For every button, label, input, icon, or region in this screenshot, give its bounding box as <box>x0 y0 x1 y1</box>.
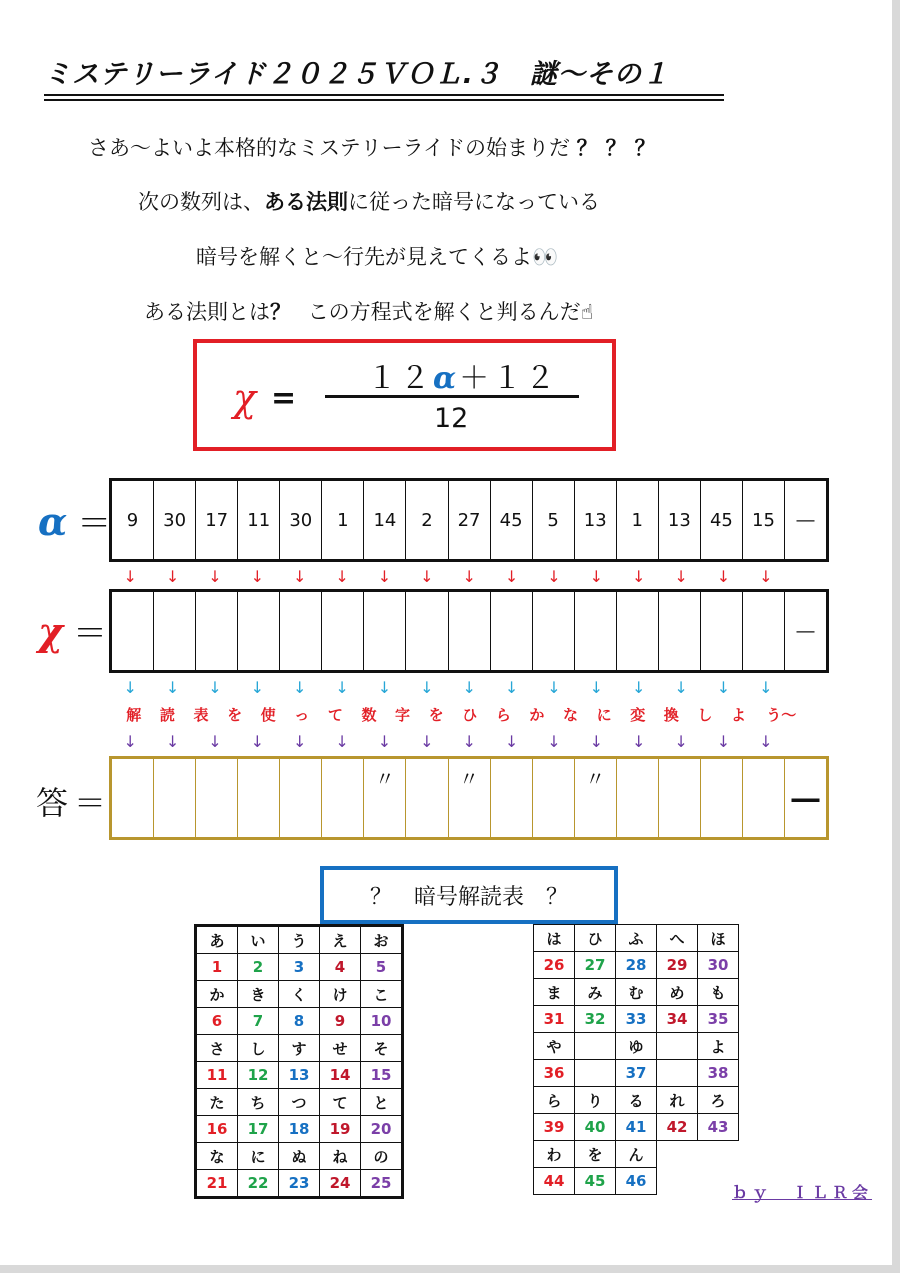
kana-cell: そ <box>361 1035 403 1062</box>
alpha-equals: ＝ <box>77 504 112 544</box>
kana-cell: く <box>279 981 320 1008</box>
number-cell: 46 <box>616 1168 657 1195</box>
answer-cell <box>280 759 322 837</box>
down-arrow-icon: ↓ <box>250 732 265 751</box>
answer-row-label <box>36 778 106 824</box>
intro-line-2-post: に従った暗号になっている <box>348 190 600 214</box>
number-cell: 17 <box>238 1116 279 1143</box>
number-cell: 25 <box>361 1170 403 1198</box>
kana-cell: は <box>534 925 575 952</box>
number-cell: 8 <box>279 1008 320 1035</box>
alpha-cell: 13 <box>575 481 617 559</box>
number-cell: 45 <box>575 1168 616 1195</box>
decode-char: か <box>529 706 545 724</box>
down-arrow-icon: ↓ <box>208 567 222 586</box>
down-arrow-icon: ↓ <box>547 567 561 586</box>
down-arrow-icon: ↓ <box>377 678 392 697</box>
number-cell: 43 <box>698 1114 739 1141</box>
down-arrow-icon: ↓ <box>420 567 434 586</box>
down-arrow-icon: ↓ <box>674 567 688 586</box>
kana-cell: ぬ <box>279 1143 320 1170</box>
intro-line-1-text: さあ～よいよ本格的なミステリーライドの始まりだ <box>88 136 570 160</box>
kana-cell: ち <box>238 1089 279 1116</box>
down-arrow-icon: ↓ <box>377 567 392 586</box>
alpha-cell: 30 <box>280 481 322 559</box>
decode-char: う～ <box>766 706 797 724</box>
number-cell: 3 <box>279 954 320 981</box>
down-arrow-icon: ↓ <box>631 678 646 697</box>
alpha-cell: 15 <box>743 481 785 559</box>
down-arrow-icon: ↓ <box>674 678 688 697</box>
alpha-row-label <box>38 496 111 545</box>
decode-char: よ <box>730 706 746 724</box>
chi-cell <box>196 592 238 670</box>
down-arrow-icon: ↓ <box>589 567 604 586</box>
number-cell: 41 <box>616 1114 657 1141</box>
number-cell: 2 <box>238 954 279 981</box>
down-arrow-icon: ↓ <box>165 732 180 751</box>
alpha-cell: 45 <box>701 481 743 559</box>
kana-cell: や <box>534 1033 575 1060</box>
chi-cell <box>491 592 533 670</box>
kana-cell: め <box>657 979 698 1006</box>
formula-chi: χ <box>233 376 257 420</box>
number-cell: 13 <box>279 1062 320 1089</box>
decode-char: 使 <box>260 706 276 724</box>
kana-cell: り <box>575 1087 616 1114</box>
alpha-cell: 1 <box>617 481 659 559</box>
decode-char: 表 <box>193 706 209 724</box>
down-arrow-icon: ↓ <box>504 732 519 751</box>
down-arrow-icon: ↓ <box>250 678 265 697</box>
kana-cell: け <box>320 981 361 1008</box>
answer-symbol: 答 <box>36 784 69 822</box>
number-cell: 35 <box>698 1006 739 1033</box>
credit-text: ｂｙ ＩＬＲ会 <box>732 1183 873 1202</box>
kana-cell <box>657 1141 698 1168</box>
down-arrow-icon: ↓ <box>462 732 476 751</box>
down-arrow-icon: ↓ <box>547 678 561 697</box>
alpha-cell: 5 <box>533 481 575 559</box>
decode-char: っ <box>294 706 310 724</box>
number-cell: 26 <box>534 952 575 979</box>
alpha-cell: 9 <box>112 481 154 559</box>
number-cell: 6 <box>196 1008 238 1035</box>
numerator-coefficient: １２ <box>367 361 433 396</box>
number-cell <box>657 1060 698 1087</box>
number-cell: 12 <box>238 1062 279 1089</box>
number-cell: 31 <box>534 1006 575 1033</box>
down-arrow-icon: ↓ <box>759 567 773 586</box>
chi-cell <box>449 592 491 670</box>
decode-char: 読 <box>159 706 175 724</box>
alpha-cell: 30 <box>154 481 196 559</box>
title-underline <box>44 94 724 96</box>
formula-denominator: 12 <box>434 403 469 434</box>
number-cell: 14 <box>320 1062 361 1089</box>
number-cell: 39 <box>534 1114 575 1141</box>
number-cell: 22 <box>238 1170 279 1198</box>
decode-char: を <box>227 706 243 724</box>
answer-cell <box>112 759 154 837</box>
down-arrow-icon: ↓ <box>123 732 137 751</box>
decode-char: 解 <box>126 706 142 724</box>
number-cell: 5 <box>361 954 403 981</box>
answer-cell <box>701 759 743 837</box>
decode-char: 数 <box>361 706 377 724</box>
chi-cell <box>701 592 743 670</box>
number-cell: 21 <box>196 1170 238 1198</box>
fraction-bar <box>325 395 579 398</box>
down-arrow-icon: ↓ <box>589 678 604 697</box>
number-cell: 23 <box>279 1170 320 1198</box>
formula-numerator <box>367 353 558 397</box>
numerator-constant: ＋１２ <box>459 361 559 396</box>
chi-equals: ＝ <box>73 614 107 654</box>
down-arrow-icon: ↓ <box>674 732 688 751</box>
intro-line-4-post: この方程式を解くと判るんだ☝ <box>307 300 594 324</box>
decode-char: 字 <box>395 706 411 724</box>
kana-cell: さ <box>196 1035 238 1062</box>
decode-char: 換 <box>663 706 679 724</box>
answer-grid <box>109 756 829 840</box>
kana-cell: す <box>279 1035 320 1062</box>
answer-equals: ＝ <box>74 784 107 822</box>
number-cell: 1 <box>196 954 238 981</box>
kana-cell: き <box>238 981 279 1008</box>
alpha-cell: 2 <box>406 481 448 559</box>
number-cell: 7 <box>238 1008 279 1035</box>
number-cell: 38 <box>698 1060 739 1087</box>
intro-line-4 <box>144 298 593 326</box>
number-cell: 44 <box>534 1168 575 1195</box>
kana-cell: ふ <box>616 925 657 952</box>
down-arrow-icon: ↓ <box>420 678 434 697</box>
number-cell: 18 <box>279 1116 320 1143</box>
kana-cell: る <box>616 1087 657 1114</box>
kana-cell: を <box>575 1141 616 1168</box>
number-cell: 42 <box>657 1114 698 1141</box>
number-cell: 16 <box>196 1116 238 1143</box>
chi-cell <box>743 592 785 670</box>
chi-symbol: χ <box>38 609 63 654</box>
number-cell: 34 <box>657 1006 698 1033</box>
down-arrow-icon: ↓ <box>292 678 307 697</box>
decode-char: ひ <box>462 706 478 724</box>
question-marks: ？？？ <box>576 136 664 160</box>
kana-cell: て <box>320 1089 361 1116</box>
kana-cell: わ <box>534 1141 575 1168</box>
answer-cell: ― <box>791 781 820 815</box>
page-title: ミステリーライド２０２５ＶＯＬ.３ 謎～その１ <box>44 59 670 90</box>
decode-table-left <box>194 924 404 1199</box>
kana-cell: と <box>361 1089 403 1116</box>
answer-cell <box>406 759 448 837</box>
alpha-cell: 45 <box>491 481 533 559</box>
kana-cell: し <box>238 1035 279 1062</box>
kana-cell: の <box>361 1143 403 1170</box>
kana-cell: せ <box>320 1035 361 1062</box>
kana-cell <box>657 1033 698 1060</box>
chi-cell <box>575 592 617 670</box>
decode-instruction <box>109 704 829 725</box>
alpha-cell: 11 <box>238 481 280 559</box>
alpha-cell: 27 <box>449 481 491 559</box>
answer-cell <box>196 759 238 837</box>
alpha-cell: 17 <box>196 481 238 559</box>
down-arrow-icon: ↓ <box>759 678 773 697</box>
decode-char: ら <box>495 706 511 724</box>
kana-cell: ほ <box>698 925 739 952</box>
number-cell: 28 <box>616 952 657 979</box>
kana-cell: え <box>320 926 361 954</box>
chi-cell <box>617 592 659 670</box>
intro-line-3: 暗号を解くと～行先が見えてくるよ👀 <box>196 245 559 269</box>
decode-char: て <box>327 706 343 724</box>
chi-grid <box>109 589 829 673</box>
number-cell: 20 <box>361 1116 403 1143</box>
kana-cell: お <box>361 926 403 954</box>
decode-table-title: ？ 暗号解読表 ？ <box>320 866 618 924</box>
down-arrow-icon: ↓ <box>123 567 137 586</box>
chi-cell <box>364 592 406 670</box>
decode-char: 変 <box>630 706 646 724</box>
chi-cell <box>238 592 280 670</box>
kana-cell <box>575 1033 616 1060</box>
answer-cell <box>617 759 659 837</box>
number-cell: 10 <box>361 1008 403 1035</box>
kana-cell: あ <box>196 926 238 954</box>
title-underline-double <box>44 99 724 101</box>
arrows-chi-to-decode <box>109 679 787 697</box>
number-cell: 33 <box>616 1006 657 1033</box>
intro-line-2 <box>138 188 600 216</box>
chi-cell: ― <box>796 620 815 642</box>
answer-cell: 〃 <box>449 759 491 837</box>
kana-cell: よ <box>698 1033 739 1060</box>
chi-cell <box>533 592 575 670</box>
down-arrow-icon: ↓ <box>292 732 307 751</box>
down-arrow-icon: ↓ <box>504 678 519 697</box>
alpha-cell: 1 <box>322 481 364 559</box>
down-arrow-icon: ↓ <box>165 567 180 586</box>
intro-line-1 <box>88 134 664 162</box>
kana-cell: れ <box>657 1087 698 1114</box>
kana-cell: に <box>238 1143 279 1170</box>
down-arrow-icon: ↓ <box>589 732 604 751</box>
chi-cell <box>112 592 154 670</box>
down-arrow-icon: ↓ <box>462 567 476 586</box>
kana-cell: み <box>575 979 616 1006</box>
number-cell: 36 <box>534 1060 575 1087</box>
kana-cell: い <box>238 926 279 954</box>
kana-cell: も <box>698 979 739 1006</box>
down-arrow-icon: ↓ <box>631 732 646 751</box>
down-arrow-icon: ↓ <box>759 732 773 751</box>
down-arrow-icon: ↓ <box>165 678 180 697</box>
answer-cell: 〃 <box>364 759 406 837</box>
kana-cell: へ <box>657 925 698 952</box>
page-title-block <box>44 58 724 92</box>
number-cell: 29 <box>657 952 698 979</box>
down-arrow-icon: ↓ <box>208 732 222 751</box>
down-arrow-icon: ↓ <box>504 567 519 586</box>
answer-cell <box>491 759 533 837</box>
chi-cell <box>406 592 448 670</box>
chi-row-label <box>38 606 107 655</box>
down-arrow-icon: ↓ <box>547 732 561 751</box>
answer-cell: 〃 <box>575 759 617 837</box>
kana-cell: な <box>196 1143 238 1170</box>
down-arrow-icon: ↓ <box>208 678 222 697</box>
number-cell: 15 <box>361 1062 403 1089</box>
answer-cell <box>322 759 364 837</box>
alpha-cell: ― <box>796 509 815 531</box>
number-cell: 37 <box>616 1060 657 1087</box>
numerator-alpha: α <box>433 361 460 396</box>
down-arrow-icon: ↓ <box>335 567 349 586</box>
kana-cell: ね <box>320 1143 361 1170</box>
chi-cell <box>154 592 196 670</box>
kana-cell: う <box>279 926 320 954</box>
number-cell: 30 <box>698 952 739 979</box>
down-arrow-icon: ↓ <box>335 678 349 697</box>
formula-box <box>193 339 616 451</box>
number-cell: 40 <box>575 1114 616 1141</box>
number-cell: 4 <box>320 954 361 981</box>
kana-cell: こ <box>361 981 403 1008</box>
formula-equals: = <box>271 381 297 416</box>
down-arrow-icon: ↓ <box>462 678 476 697</box>
number-cell: 9 <box>320 1008 361 1035</box>
decode-char: に <box>596 706 612 724</box>
down-arrow-icon: ↓ <box>716 732 731 751</box>
arrows-alpha-to-chi <box>109 568 787 586</box>
kana-cell: ん <box>616 1141 657 1168</box>
number-cell: 24 <box>320 1170 361 1198</box>
number-cell: 32 <box>575 1006 616 1033</box>
decode-char: を <box>428 706 444 724</box>
alpha-symbol: α <box>38 499 68 544</box>
answer-cell <box>659 759 701 837</box>
decode-table-right <box>533 924 739 1195</box>
down-arrow-icon: ↓ <box>631 567 646 586</box>
chi-cell <box>659 592 701 670</box>
intro-line-2-pre: 次の数列は、 <box>138 190 264 214</box>
kana-cell: つ <box>279 1089 320 1116</box>
answer-cell <box>743 759 785 837</box>
kana-cell: ま <box>534 979 575 1006</box>
arrows-decode-to-answer <box>109 733 787 751</box>
alpha-grid <box>109 478 829 562</box>
down-arrow-icon: ↓ <box>335 732 349 751</box>
number-cell: 27 <box>575 952 616 979</box>
number-cell: 19 <box>320 1116 361 1143</box>
intro-line-2-bold: ある法則 <box>264 190 348 214</box>
chi-cell <box>322 592 364 670</box>
kana-cell: む <box>616 979 657 1006</box>
down-arrow-icon: ↓ <box>292 567 307 586</box>
down-arrow-icon: ↓ <box>250 567 265 586</box>
number-cell <box>657 1168 698 1195</box>
down-arrow-icon: ↓ <box>716 678 731 697</box>
down-arrow-icon: ↓ <box>716 567 731 586</box>
intro-line-4-pre: ある法則とは <box>144 300 270 324</box>
kana-cell: ひ <box>575 925 616 952</box>
down-arrow-icon: ↓ <box>377 732 392 751</box>
down-arrow-icon: ↓ <box>420 732 434 751</box>
down-arrow-icon: ↓ <box>123 678 137 697</box>
decode-char: な <box>563 706 579 724</box>
answer-cell <box>533 759 575 837</box>
kana-cell: た <box>196 1089 238 1116</box>
alpha-cell: 14 <box>364 481 406 559</box>
kana-cell: ろ <box>698 1087 739 1114</box>
alpha-cell: 13 <box>659 481 701 559</box>
kana-cell: ゆ <box>616 1033 657 1060</box>
decode-char: し <box>697 706 713 724</box>
kana-cell: ら <box>534 1087 575 1114</box>
number-cell: 11 <box>196 1062 238 1089</box>
number-cell <box>575 1060 616 1087</box>
kana-cell <box>698 1141 739 1168</box>
question-mark: ？ <box>270 300 291 324</box>
chi-cell <box>280 592 322 670</box>
answer-cell <box>154 759 196 837</box>
kana-cell: か <box>196 981 238 1008</box>
answer-cell <box>238 759 280 837</box>
